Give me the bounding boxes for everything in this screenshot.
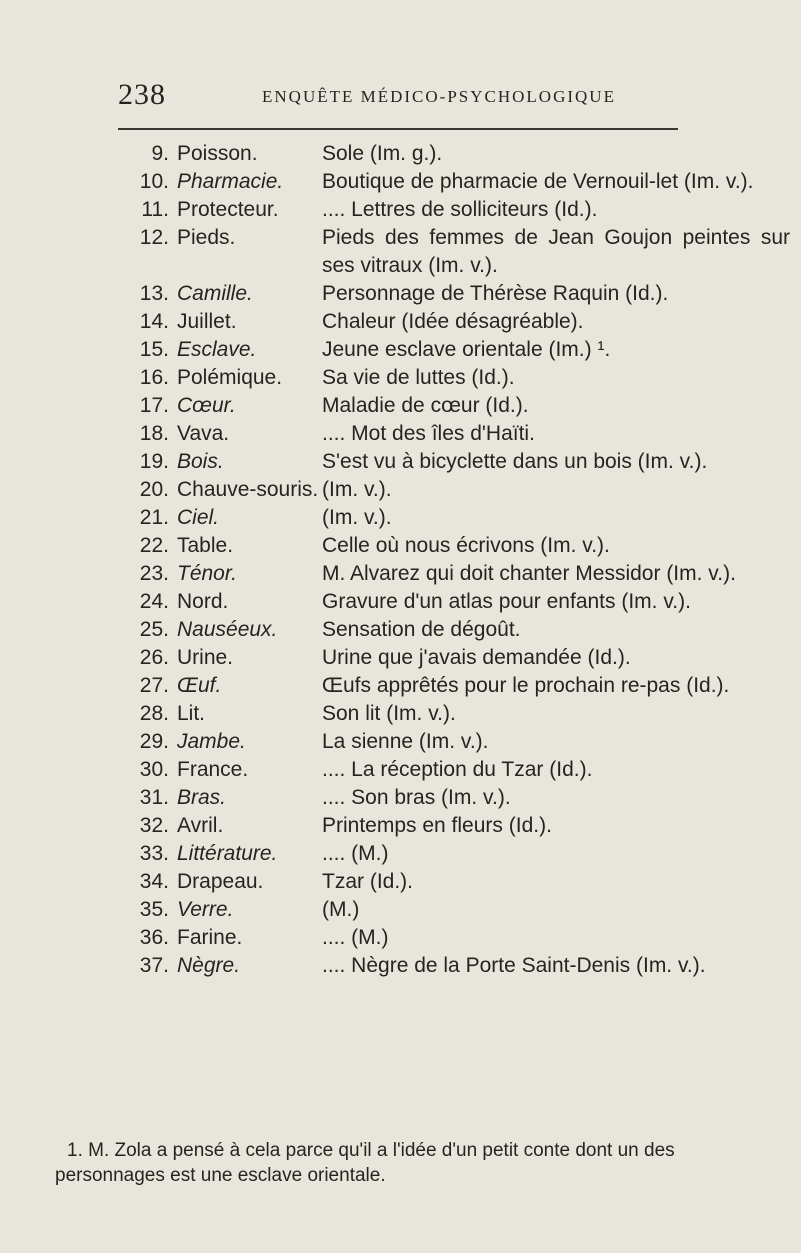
- entry-number: 23.: [139, 562, 169, 585]
- entry-number: 24.: [139, 590, 169, 613]
- list-item: [0, 896, 801, 924]
- association-text: Tzar (Id.).: [322, 870, 414, 893]
- stimulus-word: Jambe.: [177, 730, 246, 753]
- association-text: Sa vie de luttes (Id.).: [322, 366, 515, 389]
- association-text: .... La réception du Tzar (Id.).: [322, 758, 593, 781]
- entry-number: 27.: [139, 674, 169, 697]
- entry-number: 36.: [139, 926, 169, 949]
- stimulus-word: Urine.: [177, 646, 234, 669]
- association-text: Pieds des femmes de Jean Goujon peintes sur ses vitraux (Im. v.).: [322, 226, 790, 277]
- footnote-text: 1. M. Zola a pensé à cela parce qu'il a l'idée d'un petit conte dont un des personnages est une esclave orientale.: [55, 1140, 675, 1186]
- entry-number: 29.: [139, 730, 169, 753]
- list-item: [0, 756, 801, 784]
- association-text: S'est vu à bicyclette dans un bois (Im. v.).: [322, 450, 708, 473]
- association-text: .... Nègre de la Porte Saint-Denis (Im. v.).: [322, 954, 706, 977]
- list-item: [0, 924, 801, 952]
- stimulus-word: Farine.: [177, 926, 243, 949]
- entry-number: 13.: [139, 282, 169, 305]
- stimulus-word: Avril.: [177, 814, 224, 837]
- stimulus-word: Littérature.: [177, 842, 278, 865]
- association-text: La sienne (Im. v.).: [322, 730, 489, 753]
- stimulus-word: Chauve-souris.: [177, 478, 319, 501]
- entry-number: 31.: [139, 786, 169, 809]
- stimulus-word: Nègre.: [177, 954, 241, 977]
- page-header: [118, 78, 678, 118]
- association-text: M. Alvarez qui doit chanter Messidor (Im. v.).: [322, 562, 736, 585]
- entry-number: 26.: [139, 646, 169, 669]
- header-rule: [118, 128, 678, 130]
- list-item: [0, 560, 801, 588]
- stimulus-word: Camille.: [177, 282, 253, 305]
- entry-number: 18.: [139, 422, 169, 445]
- list-item: [0, 224, 801, 280]
- entry-number: 35.: [139, 898, 169, 921]
- entry-number: 30.: [139, 758, 169, 781]
- association-text: (Im. v.).: [322, 506, 392, 529]
- stimulus-word: Pieds.: [177, 226, 236, 249]
- association-text: Personnage de Thérèse Raquin (Id.).: [322, 282, 669, 305]
- entry-number: 37.: [139, 954, 169, 977]
- list-item: [0, 196, 801, 224]
- association-text: .... Lettres de solliciteurs (Id.).: [322, 198, 598, 221]
- list-item: [0, 532, 801, 560]
- stimulus-word: Bois.: [177, 450, 224, 473]
- stimulus-word: Ciel.: [177, 506, 220, 529]
- entry-number: 22.: [139, 534, 169, 557]
- association-text: Boutique de pharmacie de Vernouil-let (Im. v.).: [322, 170, 754, 193]
- list-item: [0, 728, 801, 756]
- association-text: Printemps en fleurs (Id.).: [322, 814, 552, 837]
- association-text: Son lit (Im. v.).: [322, 702, 456, 725]
- stimulus-word: Œuf.: [177, 674, 222, 697]
- list-item: [0, 140, 801, 168]
- list-item: [0, 364, 801, 392]
- stimulus-word: France.: [177, 758, 249, 781]
- stimulus-word: Esclave.: [177, 338, 257, 361]
- association-list: [0, 140, 801, 980]
- entry-number: 11.: [141, 198, 169, 221]
- entry-number: 14.: [139, 310, 169, 333]
- stimulus-word: Poisson.: [177, 142, 258, 165]
- entry-number: 17.: [139, 394, 169, 417]
- entry-number: 34.: [139, 870, 169, 893]
- stimulus-word: Vava.: [177, 422, 230, 445]
- entry-number: 21.: [139, 506, 169, 529]
- association-text: .... Son bras (Im. v.).: [322, 786, 511, 809]
- association-text: .... Mot des îles d'Haïti.: [322, 422, 535, 445]
- entry-number: 28.: [139, 702, 169, 725]
- association-text: Gravure d'un atlas pour enfants (Im. v.).: [322, 590, 691, 613]
- entry-number: 16.: [139, 366, 169, 389]
- list-item: [0, 280, 801, 308]
- stimulus-word: Cœur.: [177, 394, 236, 417]
- list-item: [0, 784, 801, 812]
- entry-number: 20.: [139, 478, 169, 501]
- list-item: [0, 952, 801, 980]
- list-item: [0, 588, 801, 616]
- entry-number: 12.: [139, 226, 169, 249]
- association-text: Maladie de cœur (Id.).: [322, 394, 529, 417]
- stimulus-word: Protecteur.: [177, 198, 279, 221]
- association-text: Urine que j'avais demandée (Id.).: [322, 646, 631, 669]
- entry-number: 9.: [151, 142, 169, 165]
- stimulus-word: Bras.: [177, 786, 227, 809]
- footnote: [55, 1138, 785, 1188]
- running-head: ENQUÊTE MÉDICO-PSYCHOLOGIQUE: [262, 87, 616, 106]
- list-item: [0, 476, 801, 504]
- list-item: [0, 336, 801, 364]
- entry-number: 25.: [139, 618, 169, 641]
- association-text: .... (M.): [322, 926, 389, 949]
- stimulus-word: Nauséeux.: [177, 618, 278, 641]
- list-item: [0, 168, 801, 196]
- list-item: [0, 868, 801, 896]
- list-item: [0, 840, 801, 868]
- list-item: [0, 308, 801, 336]
- list-item: [0, 644, 801, 672]
- page-number: 238: [118, 78, 166, 111]
- list-item: [0, 504, 801, 532]
- association-text: (M.): [322, 898, 360, 921]
- association-text: Celle où nous écrivons (Im. v.).: [322, 534, 610, 557]
- entry-number: 33.: [139, 842, 169, 865]
- stimulus-word: Drapeau.: [177, 870, 264, 893]
- list-item: [0, 812, 801, 840]
- stimulus-word: Polémique.: [177, 366, 283, 389]
- stimulus-word: Lit.: [177, 702, 206, 725]
- list-item: [0, 420, 801, 448]
- stimulus-word: Verre.: [177, 898, 234, 921]
- association-text: (Im. v.).: [322, 478, 392, 501]
- association-text: Sensation de dégoût.: [322, 618, 521, 641]
- association-text: .... (M.): [322, 842, 389, 865]
- association-text: Sole (Im. g.).: [322, 142, 443, 165]
- list-item: [0, 700, 801, 728]
- stimulus-word: Nord.: [177, 590, 229, 613]
- list-item: [0, 392, 801, 420]
- association-text: Œufs apprêtés pour le prochain re-pas (Id.).: [322, 674, 730, 697]
- list-item: [0, 448, 801, 476]
- entry-number: 15.: [139, 338, 169, 361]
- entry-number: 32.: [139, 814, 169, 837]
- association-text: Chaleur (Idée désagréable).: [322, 310, 584, 333]
- stimulus-word: Pharmacie.: [177, 170, 284, 193]
- list-item: [0, 616, 801, 644]
- entry-number: 10.: [139, 170, 169, 193]
- stimulus-word: Ténor.: [177, 562, 237, 585]
- stimulus-word: Table.: [177, 534, 234, 557]
- stimulus-word: Juillet.: [177, 310, 237, 333]
- list-item: [0, 672, 801, 700]
- association-text: Jeune esclave orientale (Im.) ¹.: [322, 338, 611, 361]
- entry-number: 19.: [139, 450, 169, 473]
